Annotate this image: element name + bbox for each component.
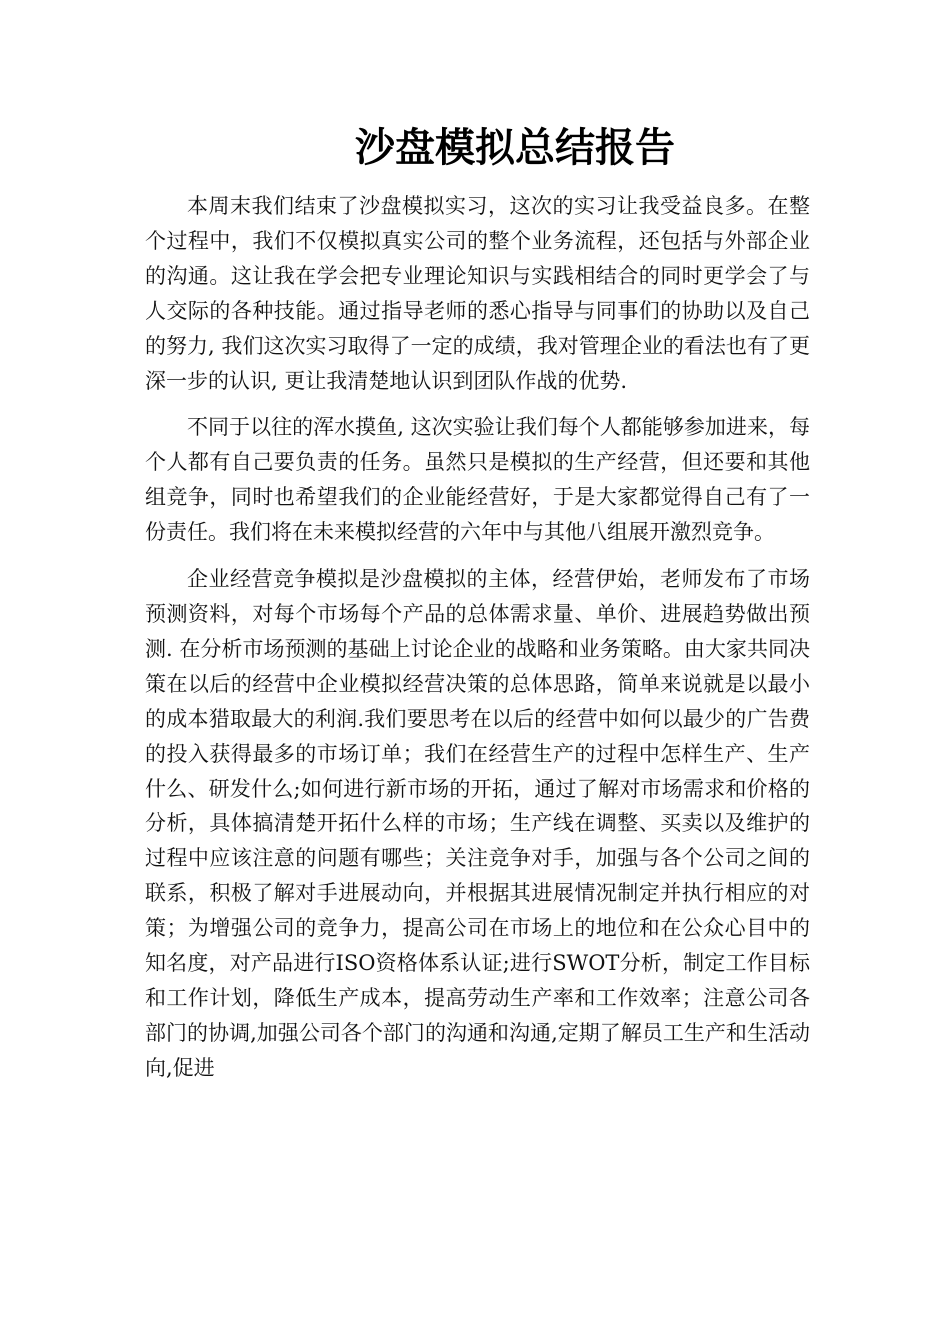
paragraph-3: 企业经营竞争模拟是沙盘模拟的主体，经营伊始，老师发布了市场预测资料，对每个市场每个产品的总体需求量、单价、进展趋势做出预测. 在分析市场预测的基础上讨论企业的战略和业务策略。由大家共同决策在以后的经营中企业模拟经营决策的总体思路，简单来说就是以最小的成本猎取最大的利润.我们要思考在以后的经营中如何以最少的广告费的投入获得最多的市场订单；我们在经营生产的过程中怎样生产、生产什么、研发什么;如何进行新市场的开拓，通过了解对市场需求和价格的分析，具体搞清楚开拓什么样的市场；生产线在调整、买卖以及维护的过程中应该注意的问题有哪些；关注竞争对手，加强与各个公司之间的联系，积极了解对手进展动向，并根据其进展情况制定并执行相应的对策；为增强公司的竞争力，提高公司在市场上的地位和在公众心目中的知名度，对产品进行ISO资格体系认证;进行SWOT分析，制定工作目标和工作计划，降低生产成本，提高劳动生产率和工作效率；注意公司各部门的协调,加强公司各个部门的沟通和沟通,定期了解员工生产和生活动向,促进 <box>145 567 810 1080</box>
document-title: 沙盘模拟总结报告 <box>355 124 675 171</box>
paragraph-2: 不同于以往的浑水摸鱼, 这次实验让我们每个人都能够参加进来，每个人都有自己要负责的任务。虽然只是模拟的生产经营，但还要和其他组竞争，同时也希望我们的企业能经营好，于是大家都觉得自己有了一份责任。我们将在未来模拟经营的六年中与其他八组展开激烈竞争。 <box>145 415 810 545</box>
paragraph-1: 本周末我们结束了沙盘模拟实习，这次的实习让我受益良多。在整个过程中，我们不仅模拟真实公司的整个业务流程，还包括与外部企业的沟通。这让我在学会把专业理论知识与实践相结合的同时更学会了与人交际的各种技能。通过指导老师的悉心指导与同事们的协助以及自己的努力, 我们这次实习取得了一定的成绩，我对管理企业的看法也有了更深一步的认识, 更让我清楚地认识到团队作战的优势. <box>145 194 810 393</box>
document-body <box>145 189 810 1086</box>
